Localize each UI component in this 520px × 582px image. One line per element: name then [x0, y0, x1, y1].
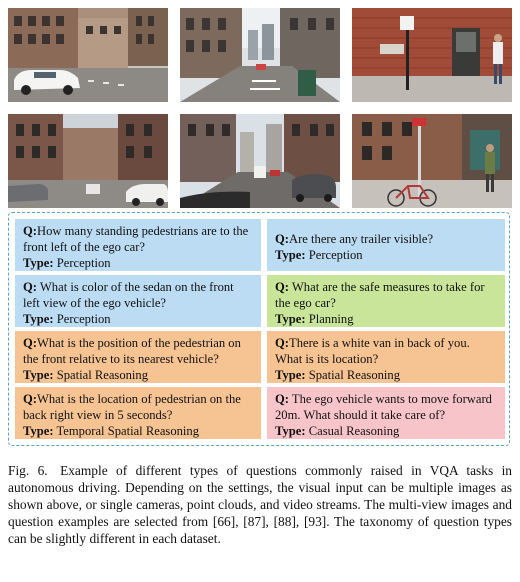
question-text: Are there any trailer visible? — [289, 232, 434, 246]
question-text: What is the location of pedestrian on the back right view in 5 seconds? — [23, 392, 241, 422]
question-text: What is the position of the pedestrian on the front relative to its nearest vehicle? — [23, 336, 241, 366]
camera-image-front-left — [8, 8, 168, 102]
type-prefix: Type: — [23, 368, 54, 382]
question-prefix: Q: — [275, 280, 289, 294]
question-card — [267, 387, 505, 439]
question-card — [267, 275, 505, 327]
question-type: Perception — [308, 248, 363, 262]
question-type: Casual Reasoning — [308, 424, 400, 438]
question-text: There is a white van in back of you. What is its location? — [275, 336, 470, 366]
question-text: What are the safe measures to take for the ego car? — [275, 280, 485, 310]
question-type: Spatial Reasoning — [56, 368, 149, 382]
question-prefix: Q: — [23, 392, 37, 406]
question-type: Spatial Reasoning — [308, 368, 401, 382]
type-prefix: Type: — [275, 312, 306, 326]
question-type: Perception — [56, 256, 111, 270]
vqa-question-examples-panel — [8, 212, 510, 446]
question-type: Perception — [56, 312, 111, 326]
question-prefix: Q: — [275, 232, 289, 246]
type-prefix: Type: — [275, 368, 306, 382]
camera-image-back-right — [352, 114, 512, 208]
question-card — [15, 387, 261, 439]
type-prefix: Type: — [275, 248, 306, 262]
type-prefix: Type: — [23, 424, 54, 438]
camera-image-back — [180, 114, 340, 208]
question-card — [267, 331, 505, 383]
type-prefix: Type: — [23, 256, 54, 270]
question-prefix: Q: — [23, 336, 37, 350]
question-card — [267, 219, 505, 271]
camera-image-right — [352, 8, 512, 102]
question-text: What is color of the sedan on the front left view of the ego vehicle? — [23, 280, 234, 310]
question-text: The ego vehicle wants to move forward 20m. What should it take care of? — [275, 392, 492, 422]
question-card — [15, 331, 261, 383]
question-type: Planning — [308, 312, 354, 326]
question-prefix: Q: — [275, 336, 289, 350]
question-text: How many standing pedestrians are to the front left of the ego car? — [23, 224, 249, 254]
question-prefix: Q: — [275, 392, 289, 406]
question-card — [15, 219, 261, 271]
multi-view-image-grid — [8, 8, 512, 204]
camera-image-back-left — [8, 114, 168, 208]
type-prefix: Type: — [275, 424, 306, 438]
question-type: Temporal Spatial Reasoning — [56, 424, 199, 438]
caption-text: Example of different types of questions commonly raised in VQA tasks in autonomous driving. Depending on the settings, the visual input can be multiple images as shown above, or single cameras, point clouds, and video streams. The multi-view images and question examples are selected from [66], [87], [88], [93]. The taxonomy of question types can be slightly different in each dataset. — [8, 463, 512, 546]
question-prefix: Q: — [23, 280, 37, 294]
camera-image-front — [180, 8, 340, 102]
question-prefix: Q: — [23, 224, 37, 238]
figure-label: Fig. 6. — [8, 463, 48, 478]
figure-caption — [8, 462, 512, 547]
type-prefix: Type: — [23, 312, 54, 326]
question-card — [15, 275, 261, 327]
